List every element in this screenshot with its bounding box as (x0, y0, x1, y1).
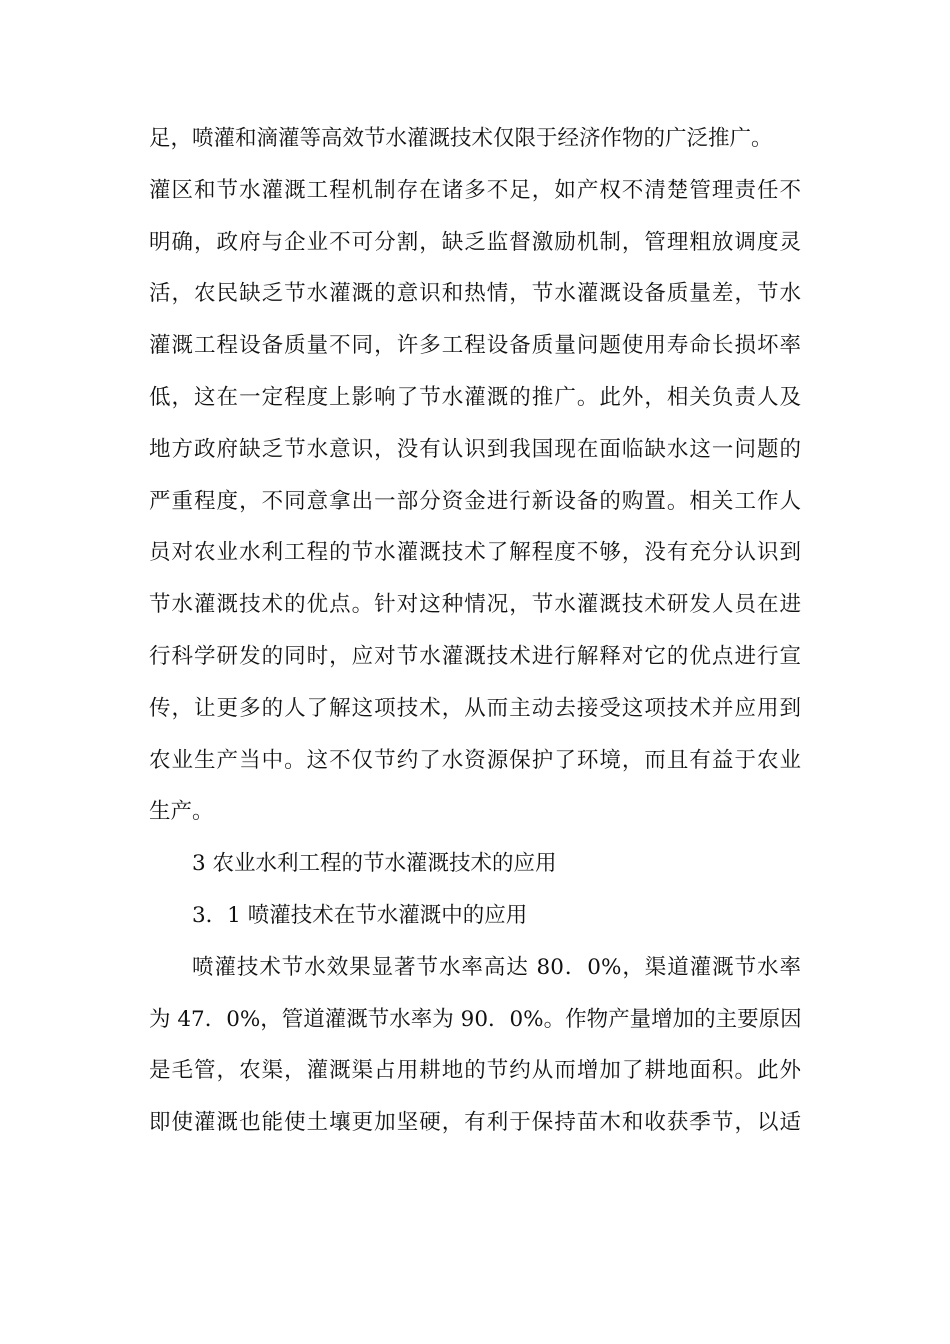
text-line: 员对农业水利工程的节水灌溉技术了解程度不够，没有充分认识到 (149, 540, 801, 566)
text-line: 灌区和节水灌溉工程机制存在诸多不足，如产权不清楚管理责任不 (149, 177, 801, 203)
text-line: 明确，政府与企业不可分割，缺乏监督激励机制，管理粗放调度灵 (149, 229, 801, 255)
body-text (149, 116, 801, 1152)
text-line: 喷灌技术节水效果显著节水率高达 80．0%，渠道灌溉节水率 (192, 954, 801, 980)
text-line: 活，农民缺乏节水灌溉的意识和热情，节水灌溉设备质量差，节水 (149, 281, 801, 307)
text-line: 灌溉工程设备质量不同，许多工程设备质量问题使用寿命长损坏率 (149, 333, 801, 359)
text-line: 低，这在一定程度上影响了节水灌溉的推广。此外，相关负责人及 (149, 384, 801, 410)
text-line: 节水灌溉技术的优点。针对这种情况，节水灌溉技术研发人员在进 (149, 592, 801, 618)
text-line: 行科学研发的同时，应对节水灌溉技术进行解释对它的优点进行宣 (149, 643, 801, 669)
text-line: 生产。 (149, 799, 214, 825)
section-heading: 3 农业水利工程的节水灌溉技术的应用 (192, 851, 557, 877)
text-line: 农业生产当中。这不仅节约了水资源保护了环境，而且有益于农业 (149, 747, 801, 773)
text-line: 是毛管，农渠，灌溉渠占用耕地的节约从而增加了耕地面积。此外 (149, 1058, 801, 1084)
subsection-heading: 3．1 喷灌技术在节水灌溉中的应用 (192, 902, 528, 928)
text-line: 地方政府缺乏节水意识，没有认识到我国现在面临缺水这一问题的 (149, 436, 801, 462)
text-line: 传，让更多的人了解这项技术，从而主动去接受这项技术并应用到 (149, 695, 801, 721)
text-line: 即使灌溉也能使土壤更加坚硬，有利于保持苗木和收获季节，以适 (149, 1110, 801, 1136)
text-line: 足，喷灌和滴灌等高效节水灌溉技术仅限于经济作物的广泛推广。 (149, 126, 773, 151)
text-line: 严重程度，不同意拿出一部分资金进行新设备的购置。相关工作人 (149, 488, 801, 514)
text-line: 为 47．0%，管道灌溉节水率为 90．0%。作物产量增加的主要原因 (149, 1006, 802, 1032)
